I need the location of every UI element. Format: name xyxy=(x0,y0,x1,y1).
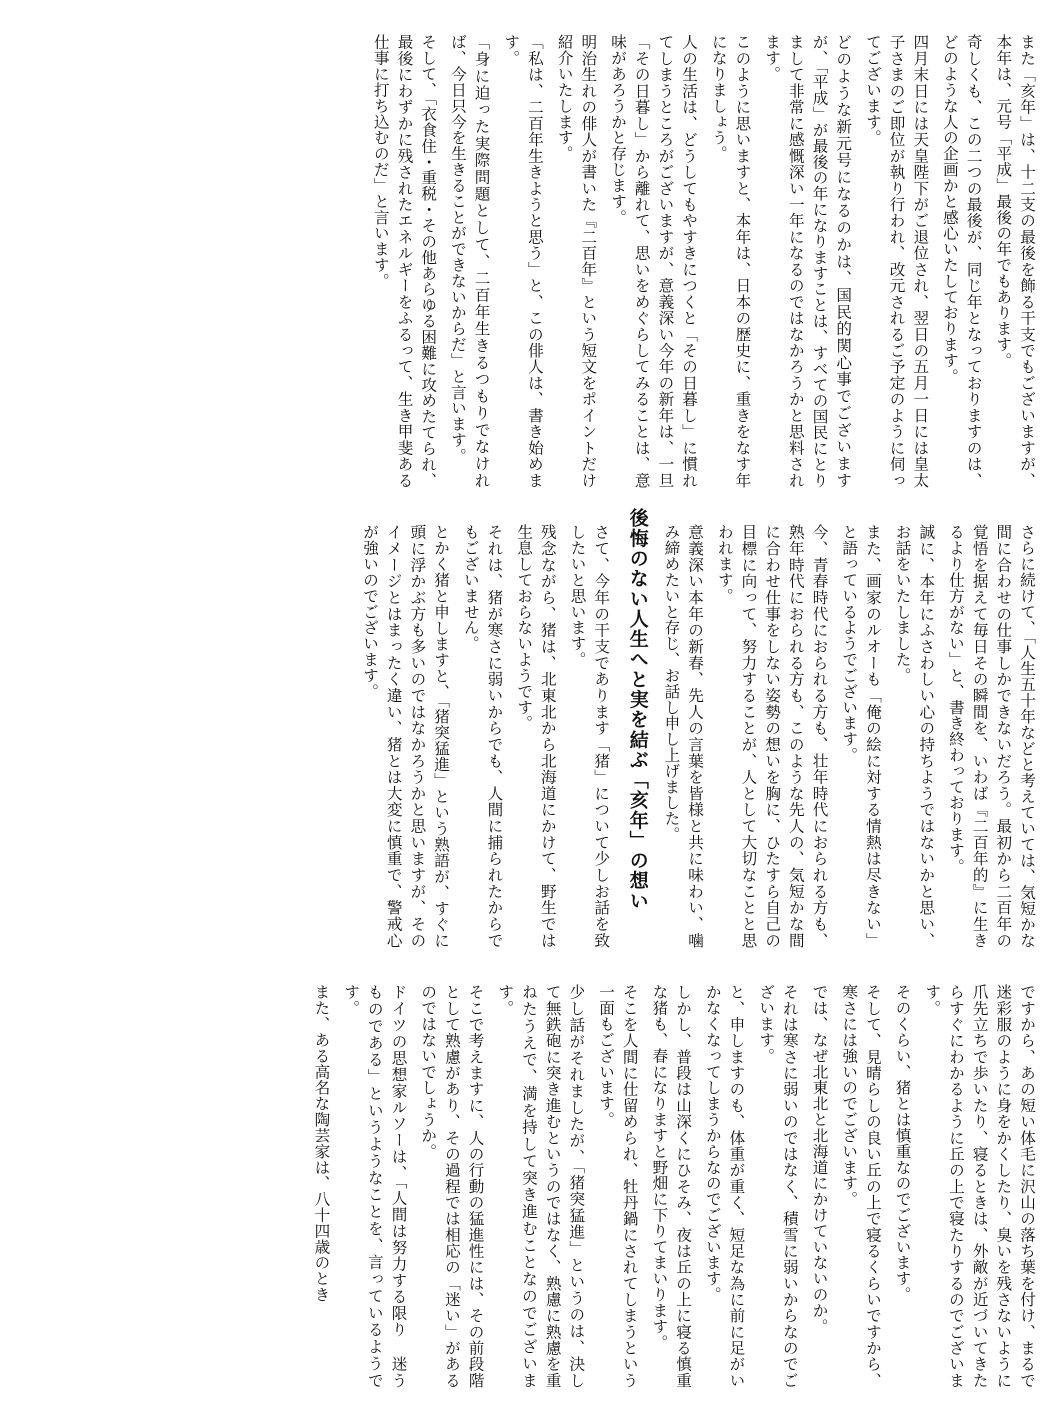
text-column: また、ある高名な陶芸家は、八十四歳のとき xyxy=(312,984,330,1303)
text-column: また、画家のルオーも「俺の絵に対する情熱は尽きない」と語っているようでございます。 xyxy=(840,524,881,948)
text-band-lower xyxy=(22,968,1038,1388)
text-column: そこを人間に仕留められ、牡丹鍋にされてしまうという一面もございます。 xyxy=(597,984,638,1388)
section-heading: 後悔のない人生へと実を結ぶ「亥年」の想い xyxy=(626,508,648,911)
text-column: とかく猪と申しますと、「猪突猛進」という熟語が、すぐに頭に浮かぶ方も多いのではなかろうかと思いますが、そのイメージとはまったく違い、猪とは大変に慎重で、警戒心が強いのでございます。 xyxy=(361,524,450,948)
text-column: そこで考えますに、人の行動の猛進性には、その前段階として熟慮があり、その過程では相応の「迷い」があるのではないでしょうか。 xyxy=(419,984,484,1388)
text-column: このように思いますと、本年は、日本の歴史に、重きをなす年になりましょう。 xyxy=(709,34,751,488)
text-column: 「身に迫った実際問題として、二百年生きるつもりでなければ、今日只今を生きることができないからだ」と言います。 xyxy=(448,34,490,488)
text-column: 少し話がそれましたが、「猪突猛進」というのは、決して無鉄砲に突き進むというのではなく、熟慮に熟慮を重ねたうえで、満を持して突き進むことなのでございます。 xyxy=(496,984,585,1388)
text-column: さらに続けて、「人生五十年などと考えていては、気短かな間に合わせの仕事しかできないだろう。最初から二百年の覚悟を据えて毎日その瞬間を、いわば『二百年的』に生きるより仕方がない」と、書き終わっております。 xyxy=(946,524,1035,948)
text-column: では、なぜ北東北と北海道にかけていないのか。 xyxy=(810,984,828,1335)
text-column: 人の生活は、どうしてもやすきにつくと「その日暮し」に慣れてしまうところがございますが、意義深い今年の新年は、一旦「その日暮し」から離れて、思いをめぐらしてみることは、意味があろうかと存じます。 xyxy=(609,34,698,488)
text-column: それは、猪が寒さに弱いからでも、人間に捕られたからでもございません。 xyxy=(461,524,503,948)
text-column: さて、今年の干支であります「猪」について少しお話を致したいと思います。 xyxy=(568,524,610,948)
text-column: ですから、あの短い体毛に沢山の落ち葉を付け、まるで迷彩服のように身をかくしたり、臭いを残さないように爪先立ちで歩いたり、寝るときは、外敵が近づいてきたらすぐにわかるように丘の上で寝たりするのでございます。 xyxy=(923,984,1035,1388)
text-column: ドイツの思想家ルソーは、「人間は努力する限り 迷うものである」というようなことを、言っているようです。 xyxy=(342,984,407,1388)
text-column: そして、見晴らしの良い丘の上で寝るくらいですから、寒さには強いのでございます。 xyxy=(840,984,881,1388)
text-column: また「亥年」は、十二支の最後を飾る干支でもございますが、本年は、元号「平成」最後の年でもあります。 xyxy=(994,34,1035,488)
text-column: 「私は、二百年生きようと思う」と、この俳人は、書き始めます。 xyxy=(502,34,543,488)
text-column: そのくらい、猪とは慎重なのでございます。 xyxy=(893,984,911,1303)
text-column: 今、青春時代におられる方も、壮年時代におられる方も、熟年時代におられる方も、このような先人の、気短かな間に合わせ仕事をしない姿勢の想いを胸に、ひたすら自己の目標に向って、努力することが、人として大切なことと思われます。 xyxy=(715,524,828,948)
text-column: と、申しますのも、体重が重く、短足な為に前に足がいかなくなってしまうからなのでございます。 xyxy=(703,984,745,1388)
text-column: 明治生れの俳人が書いた『二百年』という短文をポイントだけ紹介いたします。 xyxy=(555,34,597,488)
text-column: 意義深い本年の新春、先人の言葉を皆様と共に味わい、噛み締めたいと存じ、お話し申し上げました。 xyxy=(662,524,704,948)
text-column: そして、「衣食住・重税・その他あらゆる困難に攻めたてられ、最後にわずかに残されたエネルギーをふるって、生き甲斐ある仕事に打ち込むのだ」と言います。 xyxy=(371,34,437,488)
text-band-middle xyxy=(22,508,1038,948)
text-column: 残念ながら、猪は、北東北から北海道にかけて、野生では生息しておらないようです。 xyxy=(515,524,556,948)
text-column: それは寒さに弱いのではなく、積雪に弱いからなのでございます。 xyxy=(757,984,798,1388)
text-column: 四月末日には天皇陛下がご退位され、翌日の五月一日には皇太子さまのご即位が執り行われ、改元されるご予定のように伺ってございます。 xyxy=(863,34,929,488)
text-column: 誠に、本年にふさわしい心の持ちようではないかと思い、お話をいたしました。 xyxy=(893,524,935,948)
text-column: 奇しくも、この二つの最後が、同じ年となっておりますのは、どのような人の企画かと感心いたしております。 xyxy=(940,34,982,488)
text-band-upper xyxy=(22,18,1038,488)
text-column: しかし、普段は山深くにひそみ、夜は丘の上に寝る慎重な猪も、春になりますと野畑に下りてまいります。 xyxy=(650,984,692,1388)
text-column: どのような新元号になるのかは、国民的関心事でございますが、「平成」が最後の年になりますことは、すべての国民にとりまして非常に感慨深い一年になるのではなかろうかと思料されます。 xyxy=(763,34,852,488)
